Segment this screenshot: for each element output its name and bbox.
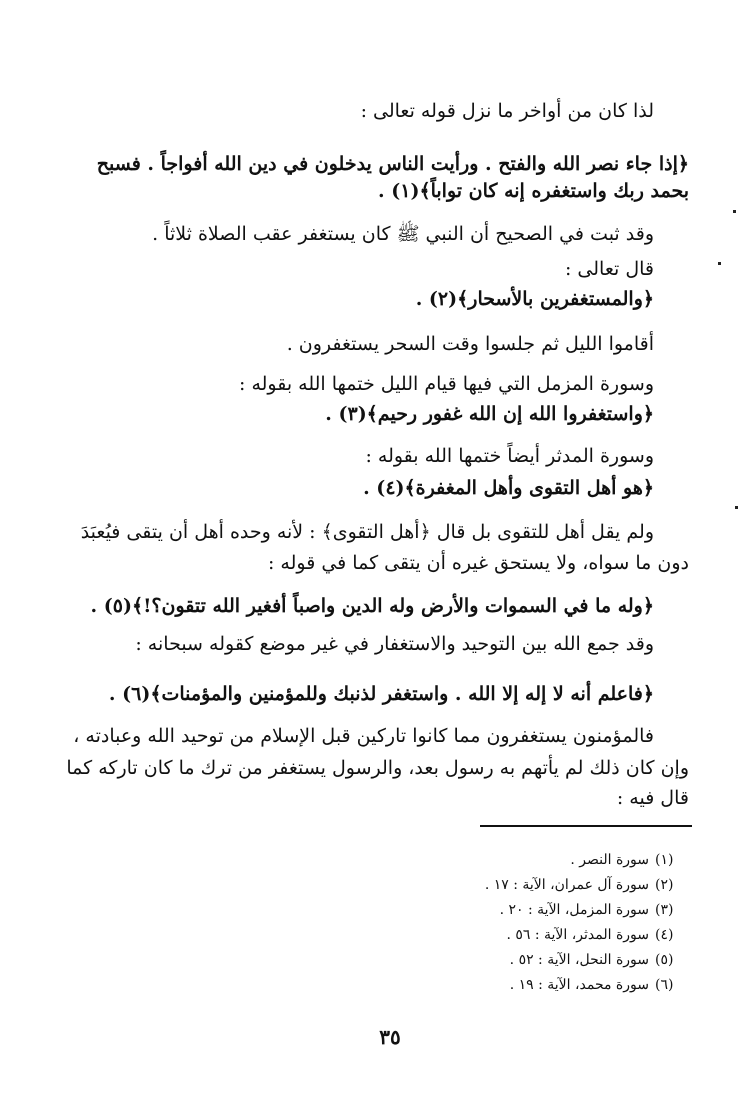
text-line-8: دون ما سواه، ولا يستحق غيره أن يتقى كما في قوله : [267,552,689,574]
footnote-text: سورة النحل، الآية : ٥٢ . [509,952,649,968]
text-line-5: وسورة المزمل التي فيها قيام الليل ختمها الله بقوله : [239,373,654,395]
verse-line-5: ﴿هو أهل التقوى وأهل المغفرة﴾(٤) . [363,477,654,499]
text-line-9: وقد جمع الله بين التوحيد والاستغفار في غير موضع كقوله سبحانه : [135,633,654,655]
footnote-text: سورة المزمل، الآية : ٢٠ . [499,902,649,918]
footnote-2 [0,875,739,895]
verse-line-1: ﴿إذا جاء نصر الله والفتح . ورأيت الناس يدخلون في دين الله أفواجاً . فسبح [96,153,689,175]
text-line-12: قال فيه : [616,787,689,809]
text-line-1: لذا كان من أواخر ما نزل قوله تعالى : [360,100,654,122]
verse-line-4: ﴿واستغفروا الله إن الله غفور رحيم﴾(٣) . [325,403,654,425]
scan-mark [718,262,721,265]
text-line-11: وإن كان ذلك لم يأتهم به رسول بعد، والرسول يستغفر من ترك ما كان تاركه كما [66,757,689,779]
verse-line-7: ﴿فاعلم أنه لا إله إلا الله . واستغفر لذنبك وللمؤمنين والمؤمنات﴾(٦) . [108,683,654,705]
verse-line-6: ﴿وله ما في السموات والأرض وله الدين واصباً أفغير الله تتقون؟!﴾(٥) . [90,595,654,617]
footnote-3 [0,900,739,920]
verse-line-3: ﴿والمستغفرين بالأسحار﴾(٢) . [415,288,654,310]
footnote-text: سورة محمد، الآية : ١٩ . [509,977,649,993]
text-line-10: فالمؤمنون يستغفرون مما كانوا تاركين قبل الإسلام من توحيد الله وعبادته ، [73,725,654,747]
verse-line-2: بحمد ربك واستغفره إنه كان تواباً﴾(١) . [378,180,689,202]
footnote-number: (٦) [655,977,674,993]
text-line-6: وسورة المدثر أيضاً ختمها الله بقوله : [365,445,654,467]
footnote-number: (٤) [655,927,674,943]
footnote-text: سورة المدثر، الآية : ٥٦ . [506,927,649,943]
footnote-number: (٢) [655,877,674,893]
footnote-1 [0,850,739,870]
footnote-number: (٣) [655,902,674,918]
text-line-3: قال تعالى : [564,258,654,280]
footnote-6 [0,975,739,995]
scan-mark [733,210,736,213]
footnote-divider [480,825,692,827]
page-number: ٣٥ [379,1025,401,1049]
footnote-text: سورة النصر . [570,852,649,868]
footnote-number: (٥) [655,952,674,968]
text-line-2: وقد ثبت في الصحيح أن النبي ﷺ كان يستغفر عقب الصلاة ثلاثاً . [152,223,654,245]
footnote-5 [0,950,739,970]
scan-mark [735,506,738,509]
footnote-number: (١) [655,852,674,868]
text-line-4: أقاموا الليل ثم جلسوا وقت السحر يستغفرون . [286,333,654,355]
footnote-4 [0,925,739,945]
footnote-text: سورة آل عمران، الآية : ١٧ . [484,877,649,893]
text-line-7: ولم يقل أهل للتقوى بل قال ﴿أهل التقوى﴾ : لأنه وحده أهل أن يتقى فيُعبَدَ [80,521,654,543]
